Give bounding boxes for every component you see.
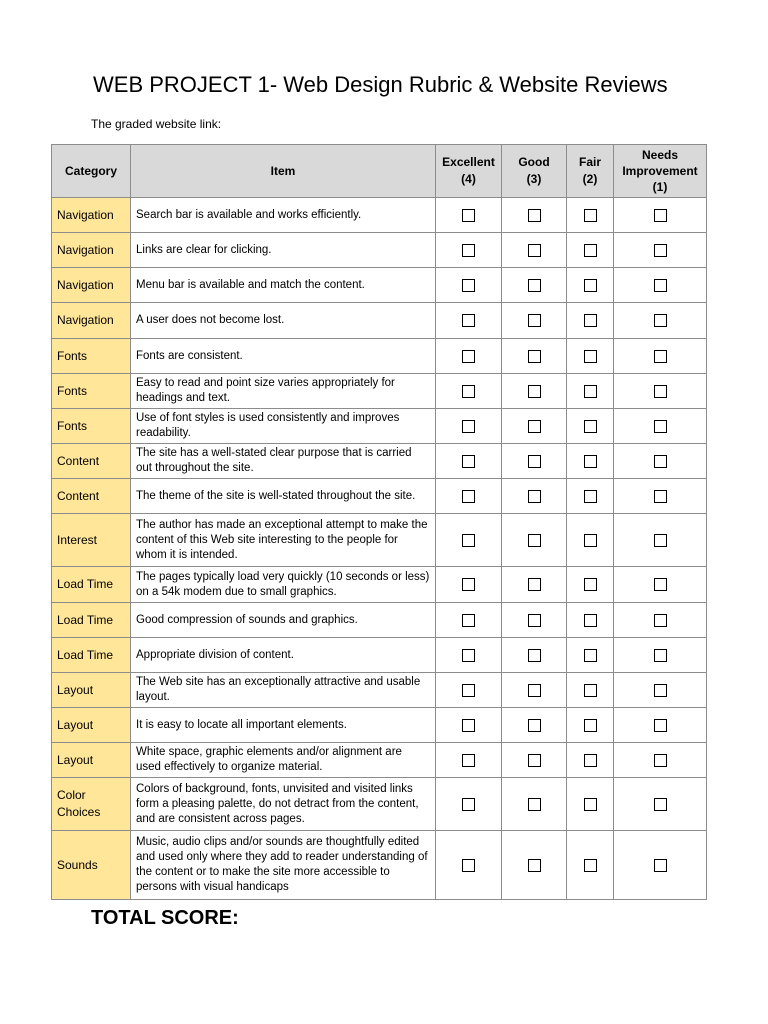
table-row [52, 303, 707, 339]
checkbox-needs-improvement[interactable] [654, 649, 667, 662]
checkbox-fair[interactable] [584, 798, 597, 811]
category-cell: Load Time [52, 638, 131, 673]
table-row [52, 603, 707, 638]
checkbox-excellent[interactable] [462, 578, 475, 591]
rating-cell-good [502, 514, 567, 567]
page-title: WEB PROJECT 1- Web Design Rubric & Website Reviews [93, 72, 668, 97]
checkbox-good[interactable] [528, 279, 541, 292]
checkbox-excellent[interactable] [462, 314, 475, 327]
checkbox-excellent[interactable] [462, 859, 475, 872]
rating-cell-needs-improvement [614, 339, 707, 374]
checkbox-needs-improvement[interactable] [654, 350, 667, 363]
item-cell: A user does not become lost. [131, 303, 436, 339]
item-cell: Menu bar is available and match the content. [131, 268, 436, 303]
rating-cell-fair [567, 268, 614, 303]
checkbox-fair[interactable] [584, 534, 597, 547]
table-row [52, 673, 707, 708]
rating-cell-fair [567, 638, 614, 673]
column-header-category: Category [52, 145, 131, 198]
checkbox-fair[interactable] [584, 578, 597, 591]
checkbox-excellent[interactable] [462, 798, 475, 811]
rating-cell-excellent [436, 831, 502, 900]
rating-cell-needs-improvement [614, 603, 707, 638]
checkbox-good[interactable] [528, 385, 541, 398]
website-link-label: The graded website link: [91, 117, 222, 131]
rating-cell-needs-improvement [614, 198, 707, 233]
rating-cell-good [502, 198, 567, 233]
column-header-good: Good (3) [502, 145, 567, 198]
checkbox-fair[interactable] [584, 279, 597, 292]
checkbox-needs-improvement[interactable] [654, 684, 667, 697]
rating-cell-fair [567, 479, 614, 514]
checkbox-excellent[interactable] [462, 684, 475, 697]
checkbox-excellent[interactable] [462, 244, 475, 257]
rating-cell-excellent [436, 303, 502, 339]
rating-cell-excellent [436, 708, 502, 743]
rating-cell-good [502, 233, 567, 268]
category-cell: Layout [52, 673, 131, 708]
checkbox-good[interactable] [528, 534, 541, 547]
table-row [52, 743, 707, 778]
rating-cell-excellent [436, 514, 502, 567]
rating-cell-needs-improvement [614, 743, 707, 778]
checkbox-good[interactable] [528, 719, 541, 732]
rating-cell-fair [567, 567, 614, 603]
category-cell: Navigation [52, 303, 131, 339]
table-row [52, 233, 707, 268]
rating-cell-excellent [436, 444, 502, 479]
checkbox-excellent[interactable] [462, 534, 475, 547]
checkbox-needs-improvement[interactable] [654, 420, 667, 433]
rating-cell-fair [567, 778, 614, 831]
category-cell: Content [52, 479, 131, 514]
table-row [52, 198, 707, 233]
table-row [52, 831, 707, 900]
rating-cell-good [502, 479, 567, 514]
rating-cell-needs-improvement [614, 708, 707, 743]
rating-cell-good [502, 603, 567, 638]
rating-cell-fair [567, 444, 614, 479]
table-row [52, 339, 707, 374]
rating-cell-fair [567, 198, 614, 233]
checkbox-fair[interactable] [584, 350, 597, 363]
rating-cell-good [502, 708, 567, 743]
item-cell: Fonts are consistent. [131, 339, 436, 374]
item-cell: Colors of background, fonts, unvisited and visited links form a pleasing palette, do not detract from the content, and are consistent across pages. [131, 778, 436, 831]
rating-cell-excellent [436, 743, 502, 778]
rating-cell-fair [567, 831, 614, 900]
table-row [52, 638, 707, 673]
item-cell: The Web site has an exceptionally attractive and usable layout. [131, 673, 436, 708]
rating-cell-needs-improvement [614, 831, 707, 900]
rating-cell-needs-improvement [614, 638, 707, 673]
rating-cell-excellent [436, 268, 502, 303]
rating-cell-needs-improvement [614, 778, 707, 831]
checkbox-needs-improvement[interactable] [654, 859, 667, 872]
checkbox-good[interactable] [528, 209, 541, 222]
checkbox-needs-improvement[interactable] [654, 244, 667, 257]
category-cell: Fonts [52, 339, 131, 374]
rubric-table [51, 144, 707, 900]
item-cell: Easy to read and point size varies appropriately for headings and text. [131, 374, 436, 409]
rating-cell-good [502, 778, 567, 831]
checkbox-fair[interactable] [584, 420, 597, 433]
checkbox-excellent[interactable] [462, 385, 475, 398]
category-cell: Navigation [52, 268, 131, 303]
checkbox-excellent[interactable] [462, 719, 475, 732]
category-cell: Fonts [52, 409, 131, 444]
rating-cell-needs-improvement [614, 479, 707, 514]
rating-cell-excellent [436, 374, 502, 409]
column-header-excellent: Excellent (4) [436, 145, 502, 198]
checkbox-fair[interactable] [584, 385, 597, 398]
header-row [52, 145, 707, 198]
rating-cell-fair [567, 339, 614, 374]
rating-cell-fair [567, 303, 614, 339]
rating-cell-fair [567, 374, 614, 409]
rating-cell-good [502, 743, 567, 778]
checkbox-excellent[interactable] [462, 420, 475, 433]
rating-cell-good [502, 673, 567, 708]
rating-cell-needs-improvement [614, 233, 707, 268]
column-header-fair: Fair (2) [567, 145, 614, 198]
checkbox-good[interactable] [528, 798, 541, 811]
checkbox-good[interactable] [528, 859, 541, 872]
item-cell: Search bar is available and works efficiently. [131, 198, 436, 233]
rating-cell-needs-improvement [614, 673, 707, 708]
checkbox-fair[interactable] [584, 859, 597, 872]
rating-cell-excellent [436, 603, 502, 638]
rating-cell-good [502, 567, 567, 603]
rating-cell-excellent [436, 638, 502, 673]
rating-cell-needs-improvement [614, 514, 707, 567]
checkbox-excellent[interactable] [462, 490, 475, 503]
checkbox-good[interactable] [528, 649, 541, 662]
checkbox-needs-improvement[interactable] [654, 614, 667, 627]
checkbox-excellent[interactable] [462, 279, 475, 292]
rating-cell-good [502, 374, 567, 409]
checkbox-needs-improvement[interactable] [654, 209, 667, 222]
checkbox-fair[interactable] [584, 719, 597, 732]
checkbox-needs-improvement[interactable] [654, 534, 667, 547]
checkbox-good[interactable] [528, 684, 541, 697]
rating-cell-fair [567, 409, 614, 444]
item-cell: The author has made an exceptional attempt to make the content of this Web site interesting to the people for whom it is intended. [131, 514, 436, 567]
checkbox-good[interactable] [528, 754, 541, 767]
rating-cell-fair [567, 708, 614, 743]
rating-cell-excellent [436, 409, 502, 444]
category-cell: Navigation [52, 198, 131, 233]
item-cell: Use of font styles is used consistently and improves readability. [131, 409, 436, 444]
checkbox-needs-improvement[interactable] [654, 455, 667, 468]
rating-cell-fair [567, 603, 614, 638]
checkbox-excellent[interactable] [462, 649, 475, 662]
rating-cell-good [502, 339, 567, 374]
checkbox-fair[interactable] [584, 490, 597, 503]
rating-cell-fair [567, 673, 614, 708]
rating-cell-good [502, 831, 567, 900]
item-cell: The site has a well-stated clear purpose that is carried out throughout the site. [131, 444, 436, 479]
rating-cell-excellent [436, 673, 502, 708]
table-row [52, 444, 707, 479]
checkbox-excellent[interactable] [462, 754, 475, 767]
rating-cell-excellent [436, 778, 502, 831]
checkbox-excellent[interactable] [462, 350, 475, 363]
checkbox-excellent[interactable] [462, 614, 475, 627]
item-cell: Good compression of sounds and graphics. [131, 603, 436, 638]
rubric-body [52, 198, 707, 900]
rating-cell-needs-improvement [614, 567, 707, 603]
checkbox-fair[interactable] [584, 614, 597, 627]
rating-cell-good [502, 303, 567, 339]
checkbox-fair[interactable] [584, 314, 597, 327]
table-row [52, 268, 707, 303]
item-cell: The theme of the site is well-stated throughout the site. [131, 479, 436, 514]
item-cell: The pages typically load very quickly (10 seconds or less) on a 54k modem due to small graphics. [131, 567, 436, 603]
table-row [52, 708, 707, 743]
item-cell: It is easy to locate all important elements. [131, 708, 436, 743]
category-cell: Fonts [52, 374, 131, 409]
category-cell: Load Time [52, 603, 131, 638]
table-row [52, 567, 707, 603]
checkbox-good[interactable] [528, 490, 541, 503]
table-row [52, 514, 707, 567]
rating-cell-good [502, 444, 567, 479]
checkbox-fair[interactable] [584, 455, 597, 468]
checkbox-needs-improvement[interactable] [654, 578, 667, 591]
table-row [52, 479, 707, 514]
checkbox-fair[interactable] [584, 244, 597, 257]
category-cell: Content [52, 444, 131, 479]
checkbox-needs-improvement[interactable] [654, 490, 667, 503]
checkbox-good[interactable] [528, 614, 541, 627]
rating-cell-excellent [436, 233, 502, 268]
checkbox-excellent[interactable] [462, 209, 475, 222]
category-cell: Navigation [52, 233, 131, 268]
category-cell: Load Time [52, 567, 131, 603]
item-cell: White space, graphic elements and/or alignment are used effectively to organize material. [131, 743, 436, 778]
checkbox-fair[interactable] [584, 209, 597, 222]
category-cell: Color Choices [52, 778, 131, 831]
rating-cell-needs-improvement [614, 374, 707, 409]
rating-cell-good [502, 638, 567, 673]
rating-cell-needs-improvement [614, 268, 707, 303]
checkbox-needs-improvement[interactable] [654, 314, 667, 327]
rating-cell-fair [567, 514, 614, 567]
table-row [52, 374, 707, 409]
rating-cell-fair [567, 743, 614, 778]
checkbox-needs-improvement[interactable] [654, 798, 667, 811]
rating-cell-fair [567, 233, 614, 268]
category-cell: Interest [52, 514, 131, 567]
column-header-item: Item [131, 145, 436, 198]
category-cell: Sounds [52, 831, 131, 900]
column-header-needs-improvement: Needs Improvement (1) [614, 145, 707, 198]
rating-cell-excellent [436, 339, 502, 374]
checkbox-needs-improvement[interactable] [654, 719, 667, 732]
checkbox-good[interactable] [528, 244, 541, 257]
total-score-label: TOTAL SCORE: [91, 907, 239, 929]
checkbox-good[interactable] [528, 455, 541, 468]
category-cell: Layout [52, 743, 131, 778]
rating-cell-good [502, 409, 567, 444]
checkbox-good[interactable] [528, 314, 541, 327]
rating-cell-needs-improvement [614, 444, 707, 479]
rating-cell-excellent [436, 567, 502, 603]
rating-cell-good [502, 268, 567, 303]
item-cell: Links are clear for clicking. [131, 233, 436, 268]
checkbox-fair[interactable] [584, 754, 597, 767]
checkbox-good[interactable] [528, 578, 541, 591]
checkbox-good[interactable] [528, 350, 541, 363]
table-row [52, 778, 707, 831]
checkbox-needs-improvement[interactable] [654, 754, 667, 767]
rating-cell-excellent [436, 198, 502, 233]
table-row [52, 409, 707, 444]
rating-cell-needs-improvement [614, 409, 707, 444]
item-cell: Appropriate division of content. [131, 638, 436, 673]
category-cell: Layout [52, 708, 131, 743]
rating-cell-needs-improvement [614, 303, 707, 339]
checkbox-needs-improvement[interactable] [654, 385, 667, 398]
checkbox-excellent[interactable] [462, 455, 475, 468]
rating-cell-excellent [436, 479, 502, 514]
checkbox-needs-improvement[interactable] [654, 279, 667, 292]
checkbox-fair[interactable] [584, 649, 597, 662]
checkbox-good[interactable] [528, 420, 541, 433]
item-cell: Music, audio clips and/or sounds are thoughtfully edited and used only where they add to reader understanding of the content or to make the site more accessible to persons with visual handicaps [131, 831, 436, 900]
checkbox-fair[interactable] [584, 684, 597, 697]
